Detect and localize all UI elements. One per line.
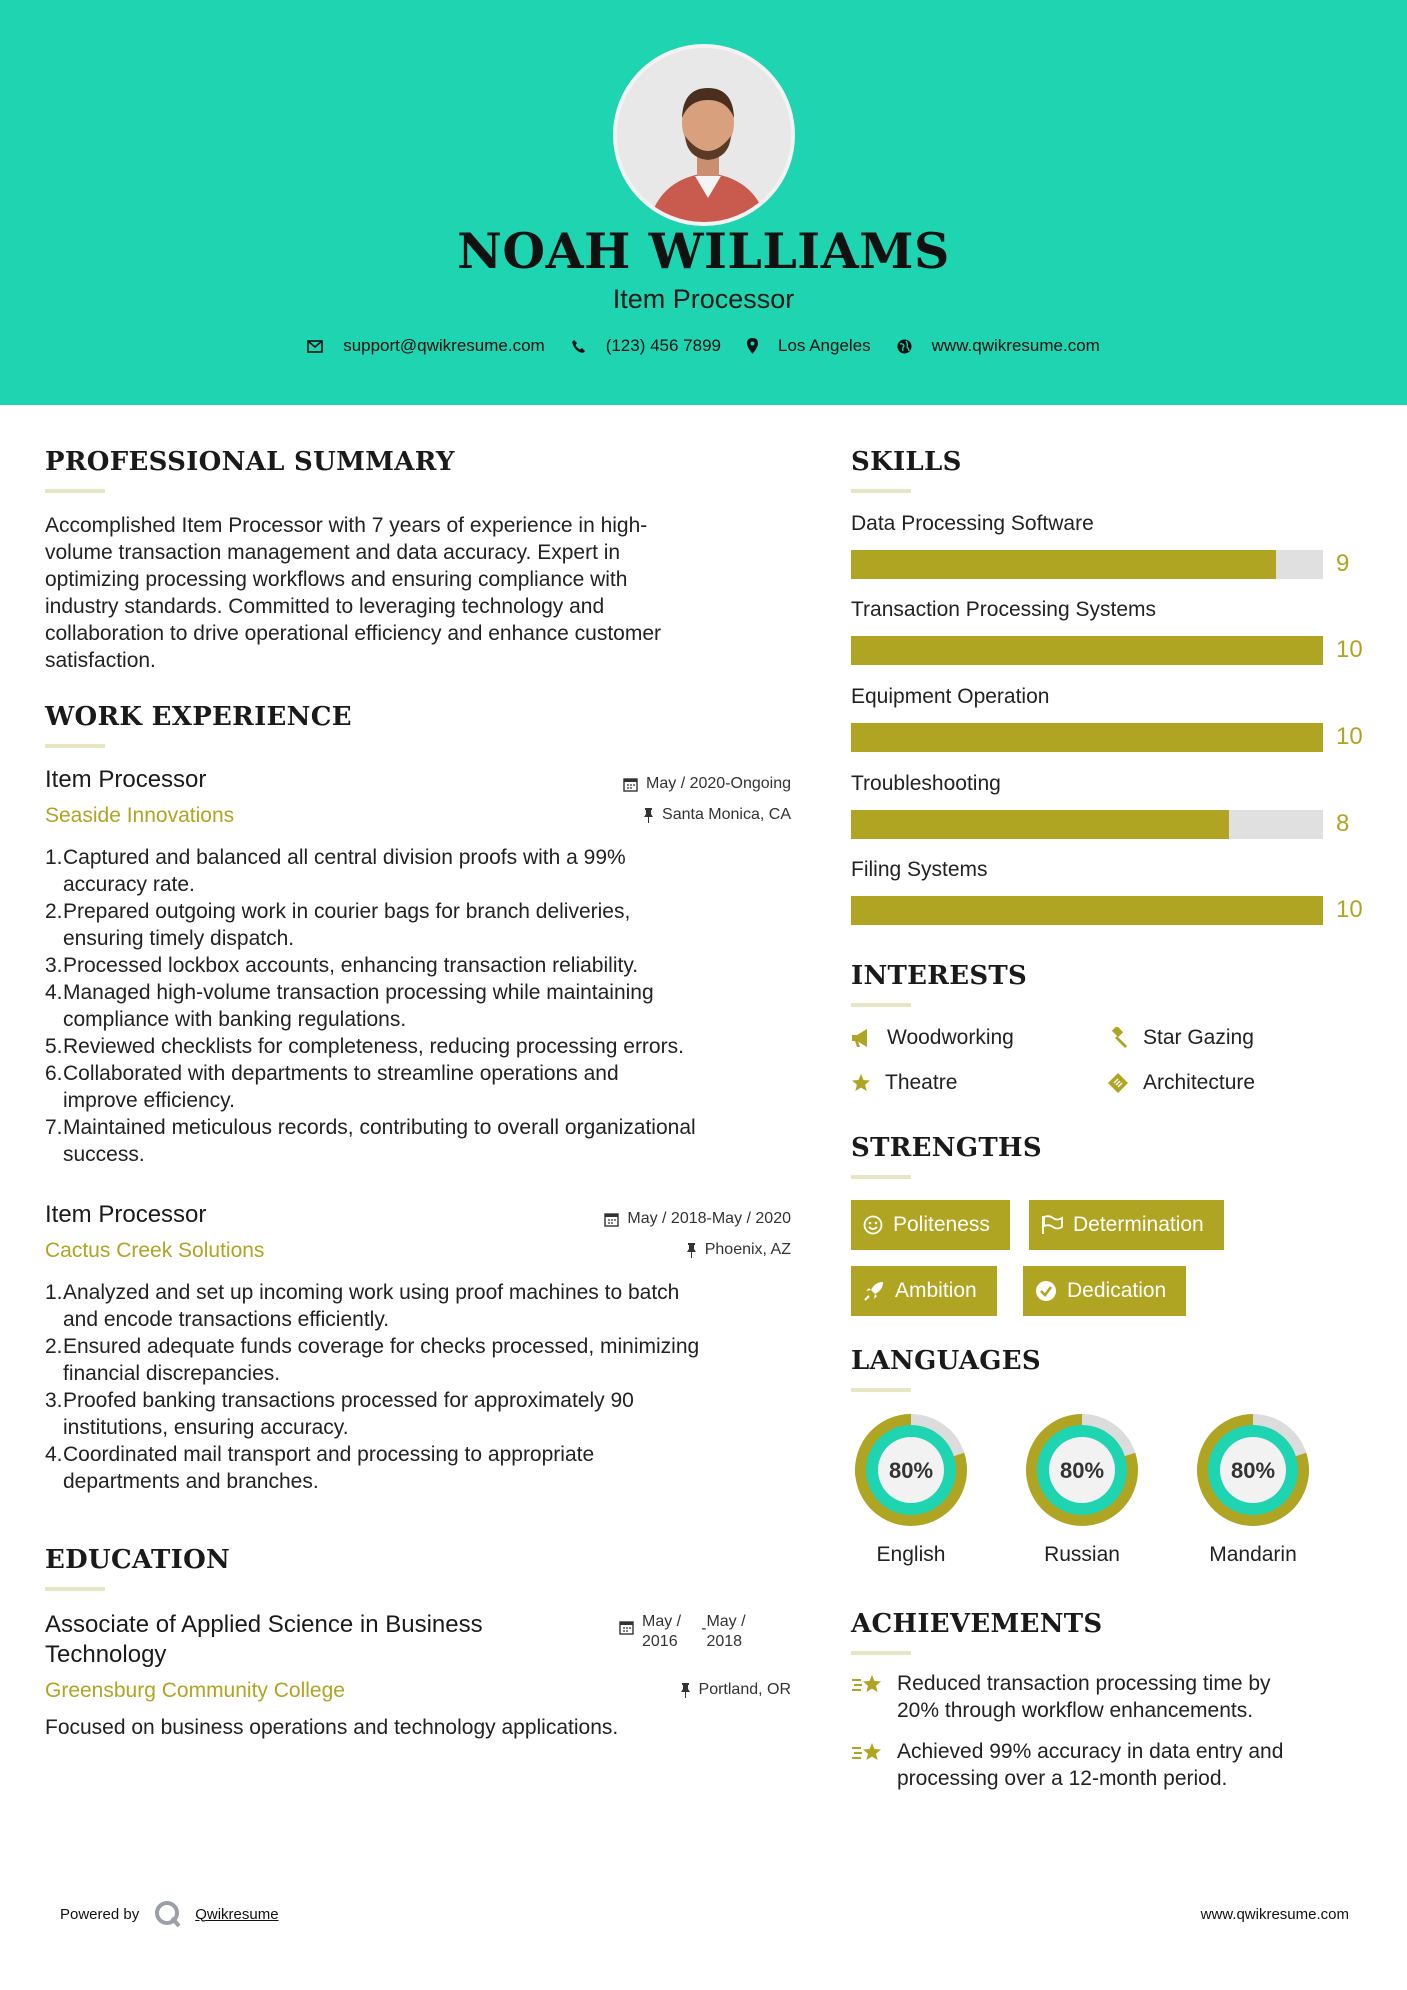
shooting-star-icon [851,1740,885,1766]
duty-item [45,1033,805,1060]
achievement-line: Achieved 99% accuracy in data entry and [897,1740,1284,1763]
duty-line: Managed high-volume transaction processing while maintaining [63,981,654,1004]
achievement-line: 20% through workflow enhancements. [897,1699,1254,1722]
skill-name: Filing Systems [851,858,988,881]
strength-chip [851,1200,1010,1250]
megaphone-icon [851,1028,873,1048]
strength-label: Dedication [1067,1279,1167,1302]
person-avatar-icon [617,48,795,226]
education-heading: EDUCATION [45,1545,231,1575]
duty-line: Maintained meticulous records, contributing to overall organizational [63,1116,696,1139]
education-location-text: Portland, OR [698,1681,791,1698]
achievement-text [897,1738,1283,1792]
education-end-month: May / [706,1613,746,1630]
header-banner [0,0,1407,405]
duty-line: Processed lockbox accounts, enhancing transaction reliability. [63,954,639,977]
contact-email-text: support@qwikresume.com [343,336,545,355]
achievement-item [851,1670,1331,1724]
skill-bar-fill [851,810,1229,839]
duty-item [45,1279,805,1333]
interest-item [851,1071,957,1095]
languages-heading: LANGUAGES [851,1346,1041,1376]
experience-heading: WORK EXPERIENCE [45,702,352,732]
strength-label: Determination [1073,1213,1204,1236]
calendar-icon [619,1620,634,1635]
duty-number: 2. [45,900,63,923]
footer-powered-by [60,1899,279,1929]
summary-text [45,512,795,674]
summary-heading-rule [45,489,105,493]
language-percent-label: 80% [1230,1458,1276,1483]
duty-number: 1. [45,846,63,869]
skills-heading: SKILLS [851,447,962,477]
degree-title [45,1610,483,1670]
candidate-job-title: Item Processor [612,284,795,314]
pushpin-icon [643,808,654,823]
job-company: Seaside Innovations [45,804,235,827]
flag-icon [1041,1215,1063,1235]
skill-value: 10 [1336,723,1363,750]
footer-website[interactable]: www.qwikresume.com [1200,1906,1349,1923]
language-donut [1191,1408,1315,1532]
pushpin-icon [686,1243,697,1258]
education-heading-rule [45,1587,105,1591]
language-donut [1020,1408,1144,1532]
interest-label: Woodworking [887,1026,1014,1049]
job-location-text: Phoenix, AZ [704,1241,791,1258]
rocket-icon [863,1280,885,1302]
languages-heading-rule [851,1388,911,1392]
summary-line: Accomplished Item Processor with 7 years of experience in high- [45,514,648,537]
duty-line: accuracy rate. [63,873,195,896]
skill-bar-fill [851,636,1323,665]
powered-by-text: Powered by [60,1905,140,1923]
interest-label: Star Gazing [1143,1026,1254,1049]
strength-label: Ambition [895,1279,977,1302]
strength-chip [1029,1200,1224,1250]
contact-phone-text: (123) 456 7899 [605,336,722,355]
achievement-line: processing over a 12-month period. [897,1767,1228,1790]
job-title: Item Processor [45,766,207,793]
duty-line: Reviewed checklists for completeness, reducing processing errors. [63,1035,684,1058]
duty-number: 6. [45,1062,63,1085]
strength-chip [851,1266,997,1316]
language-percent-label: 80% [1059,1458,1105,1483]
skills-heading-rule [851,489,911,493]
interest-label: Architecture [1143,1071,1256,1094]
skill-name: Data Processing Software [851,512,1094,535]
skill-value: 10 [1336,896,1363,923]
duty-number: 4. [45,981,63,1004]
language-gauge [849,1408,973,1537]
job-company: Cactus Creek Solutions [45,1239,265,1262]
language-name: Russian [1044,1543,1120,1566]
contact-location-text: Los Angeles [778,336,871,355]
job-location-text: Santa Monica, CA [662,806,791,823]
summary-line: optimizing processing workflows and ensuring compliance with [45,568,628,591]
duty-number: 3. [45,1389,63,1412]
language-percent-label: 80% [888,1458,934,1483]
pushpin-icon [680,1683,691,1698]
duty-line: Captured and balanced all central division proofs with a 99% [63,846,626,869]
interest-label: Theatre [885,1071,958,1094]
skill-bar-track [851,636,1323,665]
duty-number: 4. [45,1443,63,1466]
duty-line: departments and branches. [63,1470,319,1493]
duty-line: Collaborated with departments to streamline operations and [63,1062,619,1085]
job-dates [623,775,791,793]
duty-line: Prepared outgoing work in courier bags for branch deliveries, [63,900,631,923]
job-dates-text: May / 2018-May / 2020 [627,1210,791,1227]
ticket-icon [1107,1072,1129,1094]
achievement-text [897,1670,1271,1724]
interests-heading-rule [851,1003,911,1007]
duty-line: Analyzed and set up incoming work using proof machines to batch [63,1281,680,1304]
language-name: English [876,1543,946,1566]
contact-email[interactable] [307,336,545,356]
education-date-dash: - [701,1620,707,1637]
interest-item [1107,1026,1254,1050]
summary-line: volume transaction management and data accuracy. Expert in [45,541,621,564]
skill-bar-fill [851,896,1323,925]
skill-bar-fill [851,550,1276,579]
skill-name: Transaction Processing Systems [851,598,1157,621]
language-gauge [1020,1408,1144,1537]
skill-bar-fill [851,723,1323,752]
duty-line: Proofed banking transactions processed for approximately 90 [63,1389,634,1412]
envelope-icon [307,340,323,353]
duty-line: institutions, ensuring accuracy. [63,1416,349,1439]
duty-item [45,1060,805,1114]
calendar-icon [604,1212,619,1227]
summary-line: collaboration to drive operational efficiency and enhance customer [45,622,661,645]
skill-name: Troubleshooting [851,772,1001,795]
contact-website[interactable] [897,336,1100,356]
job-title: Item Processor [45,1201,207,1228]
education-dates [619,1612,746,1652]
profile-photo [613,44,795,226]
duty-line: and encode transactions efficiently. [63,1308,390,1331]
brand-link[interactable]: Qwikresume [195,1905,279,1923]
contact-bar [0,336,1407,356]
gavel-icon [1107,1027,1129,1049]
skill-bar-track [851,810,1323,839]
skill-bar-track [851,550,1323,579]
duty-item [45,1441,805,1495]
skill-value: 10 [1336,636,1363,663]
strength-label: Politeness [893,1213,990,1236]
achievements-heading-rule [851,1651,911,1655]
job-location [686,1241,791,1259]
duty-number: 5. [45,1035,63,1058]
education-end [706,1612,745,1652]
job-duties-list [45,1279,805,1495]
duty-line: financial discrepancies. [63,1362,281,1385]
duty-line: improve efficiency. [63,1089,235,1112]
degree-line: Technology [45,1641,167,1668]
calendar-icon [623,777,638,792]
duty-line: Ensured adequate funds coverage for checks processed, minimizing [63,1335,700,1358]
summary-heading: PROFESSIONAL SUMMARY [45,447,455,477]
education-description: Focused on business operations and technology applications. [45,1716,619,1739]
duty-number: 2. [45,1335,63,1358]
duty-line: Coordinated mail transport and processing to appropriate [63,1443,595,1466]
skill-value: 8 [1336,810,1350,837]
duty-item [45,898,805,952]
duty-item [45,1333,805,1387]
strength-chip [1023,1266,1186,1316]
duty-item [45,844,805,898]
globe-icon [897,339,912,354]
contact-website-text: www.qwikresume.com [931,336,1100,355]
contact-location [747,336,871,356]
education-start-month: May / [642,1613,682,1630]
summary-line: satisfaction. [45,649,156,672]
achievements-heading: ACHIEVEMENTS [851,1609,1103,1639]
education-start [642,1612,681,1652]
qwikresume-logo-icon [153,1899,183,1929]
experience-heading-rule [45,744,105,748]
duty-line: success. [63,1143,145,1166]
smile-icon [863,1215,883,1235]
skill-name: Equipment Operation [851,685,1050,708]
education-start-year: 2016 [642,1633,678,1650]
language-name: Mandarin [1209,1543,1297,1566]
duty-item [45,979,805,1033]
check-circle-icon [1035,1280,1057,1302]
job-location [643,806,791,824]
candidate-name: NOAH WILLIAMS [457,222,950,280]
education-location [680,1681,791,1699]
education-end-year: 2018 [706,1633,743,1650]
duty-number: 1. [45,1281,63,1304]
skill-bar-track [851,723,1323,752]
duty-number: 7. [45,1116,63,1139]
language-donut [849,1408,973,1532]
interest-item [1107,1071,1255,1095]
achievement-item [851,1738,1331,1792]
phone-icon [571,339,586,354]
education-school: Greensburg Community College [45,1679,345,1702]
duty-number: 3. [45,954,63,977]
job-dates-text: May / 2020-Ongoing [646,775,791,792]
duty-line: ensuring timely dispatch. [63,927,295,950]
job-dates [604,1210,791,1228]
duty-item [45,1387,805,1441]
interests-heading: INTERESTS [851,961,1028,991]
star-icon [851,1073,871,1093]
map-pin-icon [747,338,758,354]
summary-line: industry standards. Committed to leveraging technology and [45,595,605,618]
duty-item [45,952,805,979]
job-duties-list [45,844,805,1168]
skill-value: 9 [1336,550,1350,577]
achievement-line: Reduced transaction processing time by [897,1672,1271,1695]
strengths-heading-rule [851,1175,911,1179]
degree-line: Associate of Applied Science in Business [45,1611,483,1638]
language-gauge [1191,1408,1315,1537]
duty-item [45,1114,805,1168]
duty-line: compliance with banking regulations. [63,1008,407,1031]
skill-bar-track [851,896,1323,925]
shooting-star-icon [851,1672,885,1698]
contact-phone[interactable] [571,336,721,356]
strengths-heading: STRENGTHS [851,1133,1042,1163]
interest-item [851,1026,1014,1050]
